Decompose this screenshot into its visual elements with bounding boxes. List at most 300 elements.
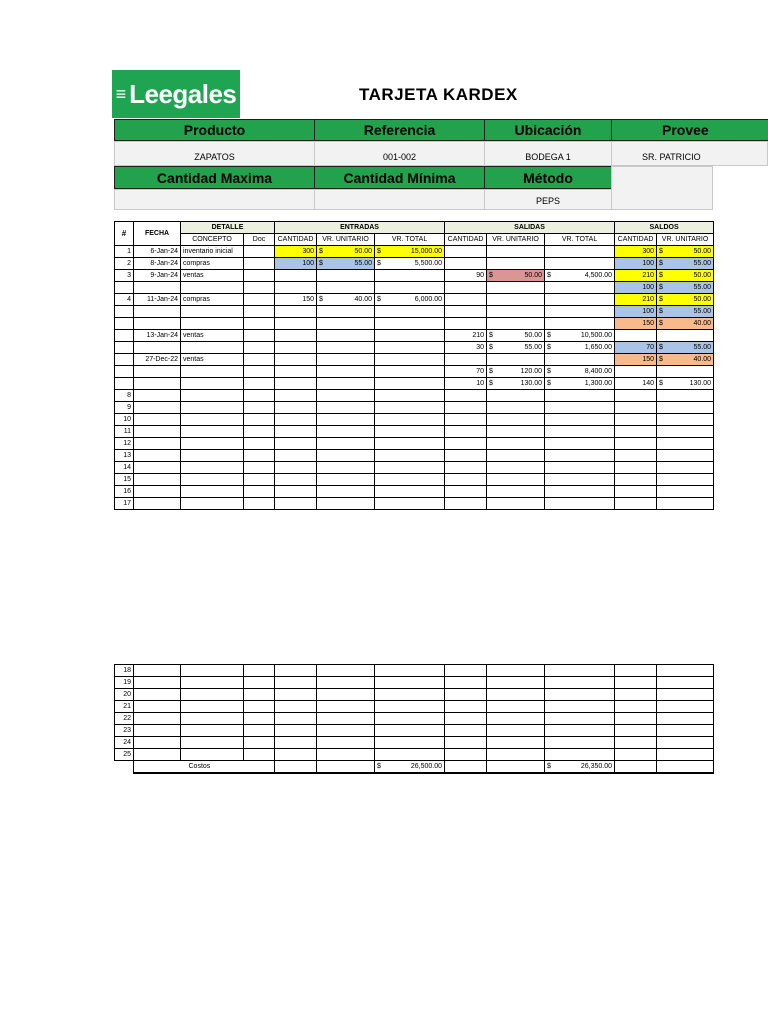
row-number[interactable]: 21 <box>115 701 134 713</box>
salidas-total[interactable] <box>545 486 615 498</box>
salidas-unitario[interactable] <box>487 354 545 366</box>
saldos-cantidad[interactable]: 140 <box>615 378 657 390</box>
entradas-unitario[interactable] <box>317 677 375 689</box>
fecha-cell[interactable] <box>134 677 181 689</box>
saldos-unitario[interactable] <box>657 414 714 426</box>
salidas-cantidad[interactable] <box>445 318 487 330</box>
salidas-cantidad[interactable] <box>445 677 487 689</box>
concepto-cell[interactable] <box>181 737 244 749</box>
entradas-cantidad[interactable] <box>275 665 317 677</box>
entradas-cantidad[interactable] <box>275 486 317 498</box>
entradas-unitario[interactable] <box>317 306 375 318</box>
concepto-cell[interactable] <box>181 318 244 330</box>
row-number[interactable]: 19 <box>115 677 134 689</box>
saldos-cantidad[interactable]: 100 <box>615 258 657 270</box>
salidas-unitario[interactable] <box>487 270 545 282</box>
entradas-unitario[interactable] <box>317 498 375 510</box>
saldos-cantidad[interactable]: 150 <box>615 318 657 330</box>
row-number[interactable]: 15 <box>115 474 134 486</box>
proveedor-value[interactable]: SR. PATRICIO <box>611 141 768 166</box>
cantidad-minima-value[interactable] <box>314 189 485 210</box>
salidas-total[interactable] <box>545 677 615 689</box>
fecha-cell[interactable]: 27-Dec-22 <box>134 354 181 366</box>
entradas-cantidad[interactable]: 300 <box>275 246 317 258</box>
concepto-cell[interactable]: ventas <box>181 270 244 282</box>
entradas-total[interactable] <box>375 450 445 462</box>
row-number[interactable]: 17 <box>115 498 134 510</box>
entradas-unitario[interactable] <box>317 318 375 330</box>
row-number[interactable] <box>115 366 134 378</box>
concepto-cell[interactable] <box>181 725 244 737</box>
entradas-unitario[interactable] <box>317 689 375 701</box>
entradas-unitario[interactable] <box>317 402 375 414</box>
salidas-unitario[interactable] <box>487 725 545 737</box>
saldos-unitario[interactable] <box>657 665 714 677</box>
salidas-cantidad[interactable]: 30 <box>445 342 487 354</box>
saldos-unitario[interactable] <box>657 402 714 414</box>
cantidad-maxima-value[interactable] <box>114 189 315 210</box>
entradas-unitario[interactable] <box>317 294 375 306</box>
entradas-total[interactable] <box>375 270 445 282</box>
salidas-unitario[interactable] <box>487 258 545 270</box>
saldos-unitario[interactable] <box>657 462 714 474</box>
entradas-cantidad[interactable] <box>275 306 317 318</box>
doc-cell[interactable] <box>244 330 275 342</box>
salidas-unitario[interactable] <box>487 701 545 713</box>
salidas-unitario[interactable] <box>487 402 545 414</box>
fecha-cell[interactable] <box>134 725 181 737</box>
saldos-unitario[interactable] <box>657 450 714 462</box>
entradas-total[interactable] <box>375 390 445 402</box>
doc-cell[interactable] <box>244 294 275 306</box>
entradas-cantidad[interactable] <box>275 737 317 749</box>
concepto-cell[interactable] <box>181 282 244 294</box>
entradas-unitario[interactable] <box>317 737 375 749</box>
saldos-unitario[interactable] <box>657 330 714 342</box>
doc-cell[interactable] <box>244 725 275 737</box>
saldos-cantidad[interactable] <box>615 713 657 725</box>
row-number[interactable]: 4 <box>115 294 134 306</box>
row-number[interactable]: 12 <box>115 438 134 450</box>
doc-cell[interactable] <box>244 474 275 486</box>
fecha-cell[interactable]: 13-Jan-24 <box>134 330 181 342</box>
saldos-unitario[interactable] <box>657 486 714 498</box>
row-number[interactable]: 10 <box>115 414 134 426</box>
row-number[interactable]: 25 <box>115 749 134 761</box>
entradas-unitario[interactable] <box>317 438 375 450</box>
saldos-unitario[interactable] <box>657 438 714 450</box>
entradas-unitario[interactable] <box>317 474 375 486</box>
row-number[interactable]: 16 <box>115 486 134 498</box>
row-number[interactable] <box>115 378 134 390</box>
saldos-unitario[interactable] <box>657 282 714 294</box>
saldos-unitario[interactable] <box>657 390 714 402</box>
doc-cell[interactable] <box>244 306 275 318</box>
salidas-unitario[interactable] <box>487 665 545 677</box>
entradas-total[interactable] <box>375 342 445 354</box>
saldos-cantidad[interactable] <box>615 677 657 689</box>
salidas-cantidad[interactable] <box>445 689 487 701</box>
fecha-cell[interactable] <box>134 665 181 677</box>
saldos-cantidad[interactable]: 300 <box>615 246 657 258</box>
salidas-unitario[interactable] <box>487 366 545 378</box>
saldos-unitario[interactable] <box>657 713 714 725</box>
salidas-total[interactable] <box>545 498 615 510</box>
salidas-cantidad[interactable] <box>445 354 487 366</box>
saldos-unitario[interactable] <box>657 318 714 330</box>
salidas-total[interactable] <box>545 318 615 330</box>
concepto-cell[interactable]: compras <box>181 294 244 306</box>
saldos-cantidad[interactable]: 100 <box>615 282 657 294</box>
entradas-cantidad[interactable] <box>275 701 317 713</box>
row-number[interactable]: 24 <box>115 737 134 749</box>
entradas-cantidad[interactable] <box>275 749 317 761</box>
saldos-unitario[interactable] <box>657 366 714 378</box>
concepto-cell[interactable] <box>181 378 244 390</box>
salidas-total[interactable] <box>545 270 615 282</box>
fecha-cell[interactable] <box>134 402 181 414</box>
salidas-total[interactable] <box>545 390 615 402</box>
fecha-cell[interactable] <box>134 306 181 318</box>
salidas-total[interactable] <box>545 294 615 306</box>
saldos-unitario[interactable] <box>657 294 714 306</box>
entradas-total[interactable] <box>375 282 445 294</box>
row-number[interactable]: 14 <box>115 462 134 474</box>
salidas-unitario[interactable] <box>487 282 545 294</box>
fecha-cell[interactable] <box>134 414 181 426</box>
doc-cell[interactable] <box>244 246 275 258</box>
doc-cell[interactable] <box>244 713 275 725</box>
row-number[interactable] <box>115 318 134 330</box>
fecha-cell[interactable]: 9-Jan-24 <box>134 270 181 282</box>
salidas-cantidad[interactable] <box>445 246 487 258</box>
entradas-total[interactable] <box>375 330 445 342</box>
fecha-cell[interactable] <box>134 390 181 402</box>
entradas-cantidad[interactable] <box>275 713 317 725</box>
saldos-cantidad[interactable] <box>615 474 657 486</box>
fecha-cell[interactable] <box>134 342 181 354</box>
entradas-cantidad[interactable] <box>275 378 317 390</box>
entradas-cantidad[interactable] <box>275 498 317 510</box>
salidas-total[interactable] <box>545 725 615 737</box>
saldos-cantidad[interactable]: 150 <box>615 354 657 366</box>
saldos-unitario[interactable] <box>657 258 714 270</box>
salidas-cantidad[interactable] <box>445 438 487 450</box>
doc-cell[interactable] <box>244 749 275 761</box>
entradas-total[interactable] <box>375 318 445 330</box>
entradas-unitario[interactable] <box>317 414 375 426</box>
salidas-cantidad[interactable] <box>445 737 487 749</box>
fecha-cell[interactable] <box>134 498 181 510</box>
entradas-total[interactable] <box>375 258 445 270</box>
row-number[interactable]: 22 <box>115 713 134 725</box>
entradas-cantidad[interactable]: 150 <box>275 294 317 306</box>
doc-cell[interactable] <box>244 414 275 426</box>
producto-value[interactable]: ZAPATOS <box>114 141 315 166</box>
entradas-cantidad[interactable] <box>275 390 317 402</box>
concepto-cell[interactable] <box>181 665 244 677</box>
doc-cell[interactable] <box>244 378 275 390</box>
salidas-total[interactable] <box>545 246 615 258</box>
salidas-cantidad[interactable] <box>445 725 487 737</box>
entradas-unitario[interactable] <box>317 665 375 677</box>
saldos-cantidad[interactable] <box>615 701 657 713</box>
salidas-cantidad[interactable] <box>445 665 487 677</box>
salidas-cantidad[interactable] <box>445 390 487 402</box>
concepto-cell[interactable] <box>181 462 244 474</box>
entradas-unitario[interactable] <box>317 270 375 282</box>
salidas-unitario[interactable] <box>487 414 545 426</box>
salidas-cantidad[interactable] <box>445 294 487 306</box>
entradas-total[interactable] <box>375 498 445 510</box>
salidas-total[interactable] <box>545 414 615 426</box>
salidas-cantidad[interactable] <box>445 306 487 318</box>
entradas-unitario[interactable] <box>317 342 375 354</box>
salidas-total[interactable] <box>545 258 615 270</box>
saldos-cantidad[interactable]: 100 <box>615 306 657 318</box>
concepto-cell[interactable] <box>181 498 244 510</box>
entradas-total[interactable] <box>375 474 445 486</box>
concepto-cell[interactable] <box>181 306 244 318</box>
fecha-cell[interactable] <box>134 438 181 450</box>
saldos-unitario[interactable] <box>657 306 714 318</box>
saldos-unitario[interactable] <box>657 270 714 282</box>
doc-cell[interactable] <box>244 390 275 402</box>
salidas-total[interactable] <box>545 354 615 366</box>
concepto-cell[interactable] <box>181 342 244 354</box>
row-number[interactable] <box>115 330 134 342</box>
salidas-total[interactable] <box>545 474 615 486</box>
doc-cell[interactable] <box>244 318 275 330</box>
entradas-total[interactable] <box>375 246 445 258</box>
salidas-unitario[interactable] <box>487 737 545 749</box>
concepto-cell[interactable] <box>181 713 244 725</box>
entradas-unitario[interactable] <box>317 725 375 737</box>
salidas-cantidad[interactable] <box>445 450 487 462</box>
saldos-cantidad[interactable] <box>615 665 657 677</box>
concepto-cell[interactable] <box>181 689 244 701</box>
concepto-cell[interactable] <box>181 677 244 689</box>
salidas-unitario[interactable] <box>487 474 545 486</box>
entradas-cantidad[interactable] <box>275 725 317 737</box>
metodo-value[interactable]: PEPS <box>484 189 612 210</box>
saldos-cantidad[interactable]: 70 <box>615 342 657 354</box>
entradas-cantidad[interactable] <box>275 270 317 282</box>
salidas-cantidad[interactable] <box>445 462 487 474</box>
salidas-cantidad[interactable] <box>445 414 487 426</box>
row-number[interactable]: 13 <box>115 450 134 462</box>
concepto-cell[interactable] <box>181 486 244 498</box>
entradas-cantidad[interactable] <box>275 318 317 330</box>
entradas-total[interactable] <box>375 378 445 390</box>
salidas-total[interactable] <box>545 689 615 701</box>
doc-cell[interactable] <box>244 737 275 749</box>
entradas-total[interactable] <box>375 701 445 713</box>
entradas-cantidad[interactable] <box>275 450 317 462</box>
salidas-unitario[interactable] <box>487 318 545 330</box>
doc-cell[interactable] <box>244 462 275 474</box>
saldos-unitario[interactable] <box>657 342 714 354</box>
entradas-cantidad[interactable] <box>275 438 317 450</box>
entradas-total[interactable] <box>375 665 445 677</box>
entradas-cantidad[interactable]: 100 <box>275 258 317 270</box>
entradas-unitario[interactable] <box>317 378 375 390</box>
entradas-total[interactable] <box>375 426 445 438</box>
entradas-unitario[interactable] <box>317 258 375 270</box>
salidas-total[interactable] <box>545 366 615 378</box>
saldos-cantidad[interactable]: 210 <box>615 270 657 282</box>
entradas-cantidad[interactable] <box>275 282 317 294</box>
entradas-total[interactable] <box>375 366 445 378</box>
salidas-total[interactable] <box>545 749 615 761</box>
doc-cell[interactable] <box>244 450 275 462</box>
salidas-total[interactable] <box>545 306 615 318</box>
salidas-cantidad[interactable]: 70 <box>445 366 487 378</box>
salidas-unitario[interactable] <box>487 749 545 761</box>
salidas-total[interactable] <box>545 462 615 474</box>
saldos-unitario[interactable] <box>657 498 714 510</box>
doc-cell[interactable] <box>244 498 275 510</box>
saldos-cantidad[interactable] <box>615 330 657 342</box>
entradas-unitario[interactable] <box>317 390 375 402</box>
saldos-cantidad[interactable] <box>615 450 657 462</box>
entradas-total[interactable] <box>375 438 445 450</box>
fecha-cell[interactable] <box>134 701 181 713</box>
concepto-cell[interactable] <box>181 749 244 761</box>
entradas-unitario[interactable] <box>317 354 375 366</box>
row-number[interactable]: 20 <box>115 689 134 701</box>
entradas-total[interactable] <box>375 402 445 414</box>
saldos-cantidad[interactable] <box>615 498 657 510</box>
entradas-cantidad[interactable] <box>275 474 317 486</box>
doc-cell[interactable] <box>244 665 275 677</box>
row-number[interactable]: 3 <box>115 270 134 282</box>
entradas-total[interactable] <box>375 677 445 689</box>
salidas-total[interactable] <box>545 665 615 677</box>
doc-cell[interactable] <box>244 486 275 498</box>
fecha-cell[interactable] <box>134 462 181 474</box>
entradas-total[interactable] <box>375 462 445 474</box>
row-number[interactable]: 18 <box>115 665 134 677</box>
salidas-total[interactable] <box>545 330 615 342</box>
saldos-unitario[interactable] <box>657 689 714 701</box>
doc-cell[interactable] <box>244 402 275 414</box>
doc-cell[interactable] <box>244 270 275 282</box>
saldos-cantidad[interactable] <box>615 438 657 450</box>
salidas-unitario[interactable] <box>487 462 545 474</box>
entradas-cantidad[interactable] <box>275 414 317 426</box>
fecha-cell[interactable] <box>134 486 181 498</box>
saldos-unitario[interactable] <box>657 474 714 486</box>
salidas-cantidad[interactable]: 10 <box>445 378 487 390</box>
salidas-cantidad[interactable] <box>445 402 487 414</box>
saldos-cantidad[interactable] <box>615 737 657 749</box>
row-number[interactable]: 23 <box>115 725 134 737</box>
entradas-cantidad[interactable] <box>275 426 317 438</box>
salidas-total[interactable] <box>545 713 615 725</box>
salidas-unitario[interactable] <box>487 450 545 462</box>
concepto-cell[interactable]: compras <box>181 258 244 270</box>
doc-cell[interactable] <box>244 342 275 354</box>
doc-cell[interactable] <box>244 701 275 713</box>
doc-cell[interactable] <box>244 438 275 450</box>
saldos-cantidad[interactable] <box>615 689 657 701</box>
entradas-cantidad[interactable] <box>275 354 317 366</box>
saldos-cantidad[interactable] <box>615 402 657 414</box>
concepto-cell[interactable] <box>181 426 244 438</box>
salidas-cantidad[interactable] <box>445 701 487 713</box>
row-number[interactable] <box>115 306 134 318</box>
salidas-unitario[interactable] <box>487 713 545 725</box>
referencia-value[interactable]: 001-002 <box>314 141 485 166</box>
salidas-unitario[interactable] <box>487 438 545 450</box>
salidas-cantidad[interactable]: 90 <box>445 270 487 282</box>
entradas-total[interactable] <box>375 294 445 306</box>
entradas-total[interactable] <box>375 689 445 701</box>
salidas-unitario[interactable] <box>487 294 545 306</box>
salidas-total[interactable] <box>545 450 615 462</box>
fecha-cell[interactable]: 6-Jan-24 <box>134 246 181 258</box>
concepto-cell[interactable]: inventario inicial <box>181 246 244 258</box>
row-number[interactable]: 1 <box>115 246 134 258</box>
salidas-unitario[interactable] <box>487 246 545 258</box>
saldos-unitario[interactable] <box>657 677 714 689</box>
fecha-cell[interactable] <box>134 474 181 486</box>
fecha-cell[interactable] <box>134 689 181 701</box>
entradas-total[interactable] <box>375 713 445 725</box>
salidas-unitario[interactable] <box>487 498 545 510</box>
concepto-cell[interactable] <box>181 474 244 486</box>
salidas-cantidad[interactable] <box>445 426 487 438</box>
saldos-cantidad[interactable] <box>615 749 657 761</box>
doc-cell[interactable] <box>244 426 275 438</box>
fecha-cell[interactable] <box>134 737 181 749</box>
entradas-unitario[interactable] <box>317 713 375 725</box>
entradas-total[interactable] <box>375 725 445 737</box>
entradas-total[interactable] <box>375 749 445 761</box>
fecha-cell[interactable] <box>134 426 181 438</box>
row-number[interactable]: 2 <box>115 258 134 270</box>
entradas-unitario[interactable] <box>317 486 375 498</box>
salidas-unitario[interactable] <box>487 486 545 498</box>
concepto-cell[interactable] <box>181 701 244 713</box>
salidas-total[interactable] <box>545 402 615 414</box>
entradas-cantidad[interactable] <box>275 330 317 342</box>
salidas-total[interactable] <box>545 342 615 354</box>
fecha-cell[interactable] <box>134 713 181 725</box>
saldos-cantidad[interactable] <box>615 462 657 474</box>
entradas-total[interactable] <box>375 354 445 366</box>
row-number[interactable] <box>115 354 134 366</box>
entradas-unitario[interactable] <box>317 282 375 294</box>
salidas-unitario[interactable] <box>487 330 545 342</box>
salidas-cantidad[interactable] <box>445 282 487 294</box>
salidas-cantidad[interactable] <box>445 258 487 270</box>
entradas-unitario[interactable] <box>317 330 375 342</box>
entradas-total[interactable] <box>375 737 445 749</box>
saldos-unitario[interactable] <box>657 246 714 258</box>
salidas-unitario[interactable] <box>487 306 545 318</box>
saldos-unitario[interactable] <box>657 378 714 390</box>
concepto-cell[interactable] <box>181 450 244 462</box>
entradas-unitario[interactable] <box>317 749 375 761</box>
salidas-unitario[interactable] <box>487 426 545 438</box>
salidas-unitario[interactable] <box>487 378 545 390</box>
entradas-total[interactable] <box>375 486 445 498</box>
concepto-cell[interactable] <box>181 390 244 402</box>
row-number[interactable]: 9 <box>115 402 134 414</box>
entradas-total[interactable] <box>375 414 445 426</box>
